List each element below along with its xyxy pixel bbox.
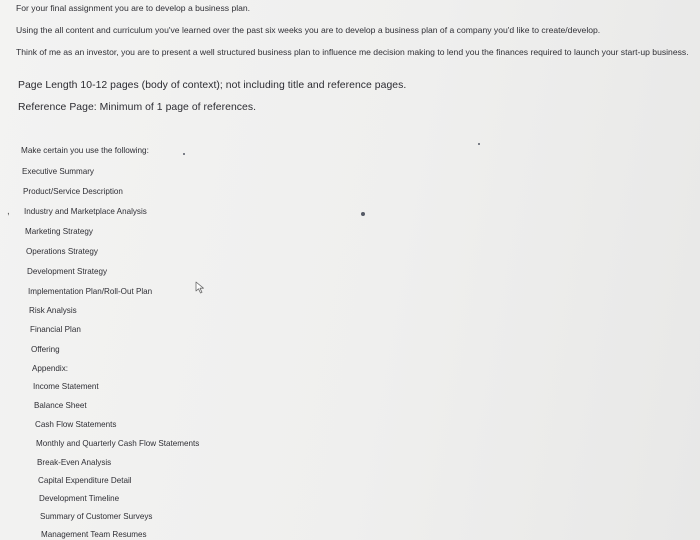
list-item-product-service-description: Product/Service Description: [23, 187, 123, 196]
mouse-pointer-icon: [195, 281, 206, 294]
list-item-marketing-strategy: Marketing Strategy: [25, 227, 93, 236]
speck-dot: [361, 212, 365, 216]
list-item-income-statement: Income Statement: [33, 382, 99, 391]
list-item-operations-strategy: Operations Strategy: [26, 247, 98, 256]
intro-line-2: Using the all content and curriculum you've learned over the past six weeks you are to develop a business plan of a company you'd like to create/develop.: [16, 25, 601, 35]
page-length-requirement: Page Length 10-12 pages (body of context); not including title and reference pages.: [18, 80, 407, 91]
list-item-customer-surveys: Summary of Customer Surveys: [40, 512, 153, 521]
list-item-industry-marketplace-analysis: Industry and Marketplace Analysis: [24, 207, 147, 216]
speck-dot: [183, 153, 185, 155]
list-item-monthly-quarterly-cash-flow: Monthly and Quarterly Cash Flow Statements: [36, 439, 200, 448]
list-item-cash-flow-statements: Cash Flow Statements: [35, 420, 117, 429]
list-item-implementation-plan: Implementation Plan/Roll-Out Plan: [28, 287, 153, 296]
list-item-balance-sheet: Balance Sheet: [34, 401, 87, 410]
intro-line-3: Think of me as an investor, you are to present a well structured business plan to influence me decision making to lend you the finances required to launch your start-up business.: [16, 47, 689, 57]
stray-mark: ,: [7, 206, 10, 217]
speck-dot: [478, 143, 480, 145]
reference-page-requirement: Reference Page: Minimum of 1 page of references.: [18, 102, 257, 113]
list-item-development-timeline: Development Timeline: [39, 494, 120, 503]
list-item-offering: Offering: [31, 345, 60, 354]
list-heading: Make certain you use the following:: [21, 146, 149, 155]
list-item-break-even-analysis: Break-Even Analysis: [37, 458, 112, 467]
intro-line-1: For your final assignment you are to develop a business plan.: [16, 3, 251, 13]
list-item-development-strategy: Development Strategy: [27, 267, 108, 276]
list-item-risk-analysis: Risk Analysis: [29, 306, 77, 315]
list-item-management-team-resumes: Management Team Resumes: [41, 530, 147, 539]
list-item-financial-plan: Financial Plan: [30, 325, 81, 334]
list-item-capital-expenditure-detail: Capital Expenditure Detail: [38, 476, 132, 485]
list-item-appendix: Appendix:: [32, 364, 68, 373]
list-item-executive-summary: Executive Summary: [22, 167, 94, 176]
